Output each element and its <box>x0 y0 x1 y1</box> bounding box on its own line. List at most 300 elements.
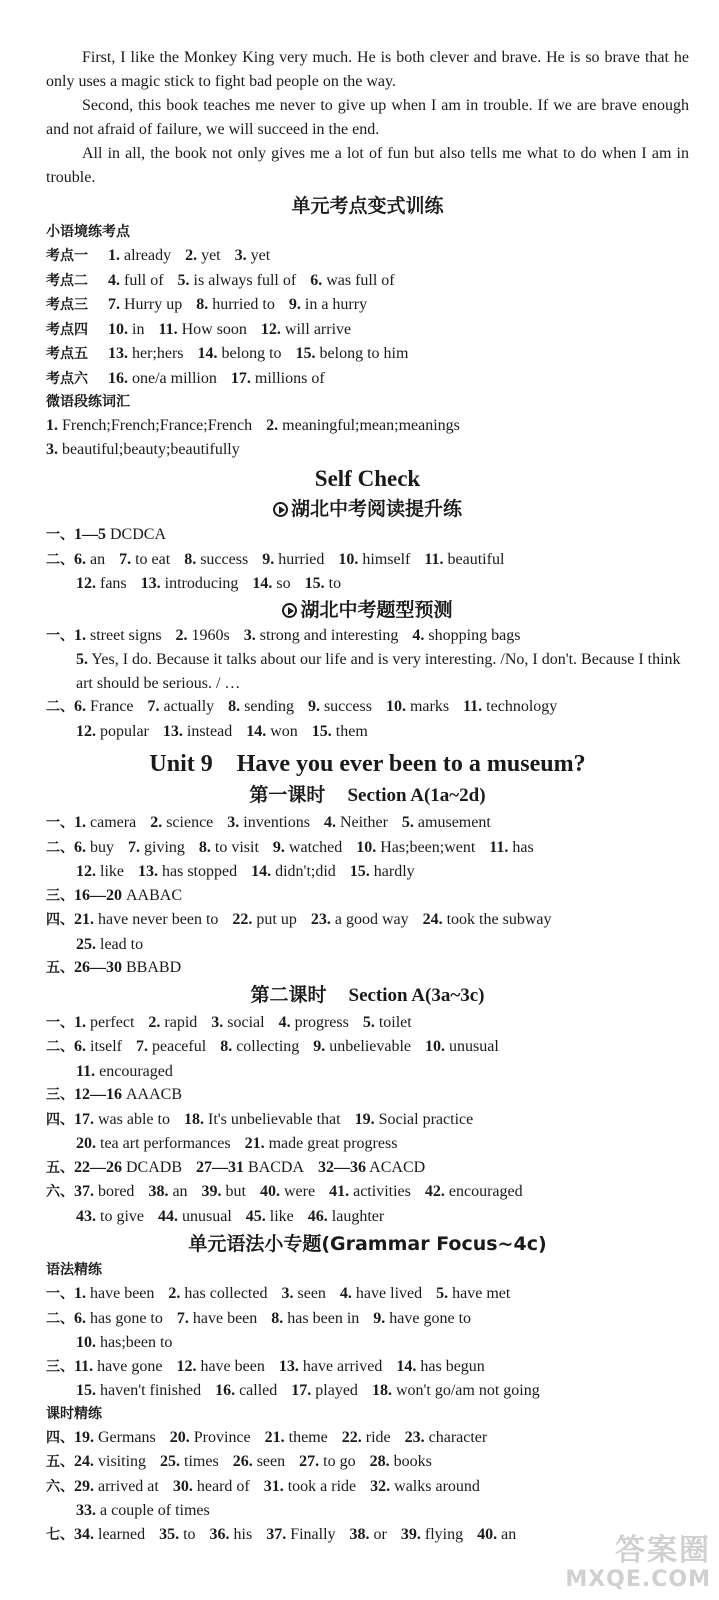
question-number: 9. <box>262 550 275 568</box>
answer-item <box>463 698 557 715</box>
self-check-title: Self Check <box>314 466 421 491</box>
answer-item <box>74 526 166 543</box>
section-number: 五、 <box>46 960 74 976</box>
question-number: 27—31 <box>196 1158 245 1176</box>
answer-item <box>266 417 460 434</box>
question-number: 3. <box>281 1285 294 1302</box>
question-number: 26. <box>232 1453 253 1470</box>
answer-text: has begun <box>420 1357 485 1375</box>
section-number: 二、 <box>46 551 74 568</box>
question-number: 11. <box>489 838 509 856</box>
question-number: 12. <box>76 863 96 880</box>
answer-item <box>251 863 336 880</box>
answer-text: Neither <box>339 814 388 831</box>
answer-item <box>265 1429 328 1446</box>
answer-text: heard of <box>196 1477 250 1495</box>
answer-item <box>138 863 237 880</box>
answer-item <box>324 814 388 831</box>
answer-item <box>246 1208 294 1225</box>
answer-text: millions of <box>254 369 325 387</box>
answer-text: her;hers <box>132 345 184 362</box>
answer-row <box>46 956 689 981</box>
answer-item <box>128 839 185 856</box>
section-number: 二、 <box>46 1039 74 1055</box>
answer-text: were <box>284 1183 316 1200</box>
answer-row <box>46 1035 689 1060</box>
answer-item <box>74 887 182 904</box>
answer-item <box>296 345 409 362</box>
answer-item <box>340 1285 422 1302</box>
answer-text: in <box>132 320 145 338</box>
answer-item <box>170 1429 251 1446</box>
answer-text: street signs <box>90 626 162 644</box>
answer-text: visiting <box>98 1453 147 1470</box>
lesson-2-answers <box>46 1011 689 1229</box>
question-number: 20. <box>76 1135 96 1152</box>
section-number: 四、 <box>46 912 74 928</box>
answer-item <box>150 814 213 831</box>
question-number: 4. <box>108 271 120 289</box>
answer-text: inventions <box>243 814 310 831</box>
question-number: 12. <box>260 320 281 338</box>
predict-answers <box>46 624 689 744</box>
answer-text: played <box>315 1382 358 1399</box>
answer-text: have never been to <box>98 911 219 928</box>
answer-item <box>74 1014 134 1031</box>
reading-title-text: 湖北中考阅读提升练 <box>290 498 462 520</box>
watermark-en: MXQE.COM <box>565 1567 711 1592</box>
section-number: 一、 <box>46 627 74 644</box>
answer-text: books <box>393 1453 432 1470</box>
answer-item <box>338 551 410 568</box>
answer-text: beautiful;beauty;beautifully <box>62 440 240 458</box>
question-number: 1. <box>108 247 120 264</box>
answer-item <box>279 1358 383 1375</box>
answer-item <box>148 698 215 715</box>
answer-text: unusual <box>182 1207 232 1225</box>
section-number: 三、 <box>46 1358 74 1375</box>
answer-row <box>46 1426 689 1451</box>
answer-text: lead to <box>100 935 144 953</box>
answer-text: didn't;did <box>275 863 336 880</box>
question-number: 2. <box>148 1013 161 1031</box>
question-number: 2. <box>185 247 198 264</box>
answer-item <box>148 1183 187 1200</box>
question-number: 15. <box>304 575 325 592</box>
answer-text: strong and interesting <box>259 626 399 644</box>
answer-text: AAACB <box>126 1086 183 1103</box>
answer-item <box>119 551 170 568</box>
question-number: 23. <box>310 911 331 928</box>
question-number: 31. <box>263 1477 284 1495</box>
question-number: 15. <box>311 722 332 740</box>
question-number: 8. <box>220 1038 233 1055</box>
answer-item <box>262 551 324 568</box>
question-number: 6. <box>74 1309 86 1327</box>
question-number: 38. <box>349 1525 370 1543</box>
answer-row <box>46 1205 689 1229</box>
answer-item <box>163 723 232 740</box>
answer-text: so <box>276 575 291 592</box>
reading-section-title <box>46 495 689 523</box>
question-number: 19. <box>354 1110 375 1128</box>
answer-item <box>184 1111 341 1128</box>
answer-item <box>196 1159 304 1176</box>
answer-text: unbelievable <box>329 1038 412 1055</box>
question-number: 41. <box>329 1183 350 1200</box>
question-number: 21. <box>264 1428 285 1446</box>
answer-item <box>160 1453 219 1470</box>
answer-text: in a hurry <box>304 296 368 313</box>
section-number: 二、 <box>46 839 74 856</box>
section-number: 五、 <box>46 1159 74 1176</box>
answer-row <box>46 695 689 720</box>
question-number: 2. <box>175 626 188 644</box>
answer-row <box>46 1108 689 1133</box>
question-number: 3. <box>234 247 247 264</box>
answer-row <box>46 1450 689 1475</box>
question-number: 4. <box>412 626 425 644</box>
question-number: 4. <box>323 814 336 831</box>
play-circle-icon <box>273 502 288 517</box>
answer-text: has stopped <box>162 863 238 880</box>
answer-text: was able to <box>98 1110 170 1128</box>
question-number: 25. <box>160 1453 181 1470</box>
answer-text: BACDA <box>248 1158 305 1176</box>
question-number: 10. <box>76 1334 96 1351</box>
answer-row <box>46 572 689 596</box>
answer-text: giving <box>144 838 185 856</box>
question-number: 46. <box>307 1207 328 1225</box>
subheading-grammar-practice: 语法精练 <box>46 1262 102 1278</box>
question-number: 13. <box>278 1357 299 1375</box>
kaodian-row <box>46 293 689 318</box>
question-number: 33. <box>76 1502 96 1519</box>
answer-text: like <box>269 1207 294 1225</box>
answer-row <box>46 1156 689 1181</box>
question-number: 10. <box>338 550 359 568</box>
answer-text: full of <box>124 271 164 289</box>
question-number: 12—16 <box>74 1086 122 1103</box>
answer-text: an <box>90 550 106 568</box>
answer-text: flying <box>424 1525 464 1543</box>
answer-item <box>318 1159 425 1176</box>
question-number: 21. <box>244 1135 265 1152</box>
section-number: 四、 <box>46 1429 74 1446</box>
answer-text: amusement <box>417 814 491 831</box>
answer-text: encouraged <box>99 1062 173 1080</box>
answer-text: his <box>233 1525 253 1543</box>
answer-text: yet <box>201 247 221 264</box>
answer-row <box>46 1282 689 1307</box>
subheading-context-practice: 小语境练考点 <box>46 224 130 240</box>
answer-row <box>46 836 689 861</box>
answer-item <box>220 1038 299 1055</box>
answer-item <box>76 1135 231 1152</box>
answer-text: sending <box>244 698 294 715</box>
question-number: 5. <box>401 814 414 831</box>
kaodian-row <box>46 367 689 392</box>
answer-text: Finally <box>290 1525 336 1543</box>
question-number: 18. <box>183 1110 204 1128</box>
question-number: 39. <box>201 1183 222 1200</box>
answer-item <box>74 1159 182 1176</box>
answer-item <box>74 1358 162 1375</box>
answer-row <box>46 1132 689 1156</box>
question-number: 13. <box>162 722 183 740</box>
question-number: 4. <box>278 1013 291 1031</box>
answer-item <box>74 1038 122 1055</box>
answer-text: meaningful;mean;meanings <box>282 417 460 434</box>
answer-item <box>355 1111 474 1128</box>
answer-row <box>46 933 689 957</box>
intro-paragraphs <box>46 46 689 190</box>
lesson-2-en: Section A(3a~3c) <box>348 984 485 1006</box>
question-number: 9. <box>288 296 301 313</box>
kaodian-list <box>46 244 689 391</box>
answer-row <box>46 884 689 909</box>
answer-text: Yes, I do. Because it talks about our life and is very interesting. /No, I don't. Because I think art should be serious. / … <box>76 651 681 692</box>
answer-text: learned <box>98 1525 146 1543</box>
answer-item <box>46 441 240 458</box>
reading-answers <box>46 523 689 596</box>
question-number: 1. <box>74 626 86 644</box>
question-number: 15. <box>76 1382 96 1399</box>
answer-text: technology <box>486 698 558 715</box>
question-number: 19. <box>74 1428 94 1446</box>
answer-item <box>178 272 297 289</box>
section-number: 六、 <box>46 1478 74 1495</box>
answer-text: ACACD <box>369 1158 426 1176</box>
answer-item <box>74 911 218 928</box>
answer-item <box>76 1063 173 1080</box>
answer-item <box>108 345 184 362</box>
answer-item <box>273 839 342 856</box>
answer-text: shopping bags <box>428 626 521 644</box>
question-number: 29. <box>74 1477 94 1495</box>
lesson-2-cn: 第二课时 <box>250 984 327 1006</box>
question-number: 45. <box>245 1207 266 1225</box>
question-number: 9. <box>307 698 320 715</box>
answer-item <box>372 1382 540 1399</box>
answer-item <box>136 1038 206 1055</box>
answer-text: encouraged <box>448 1183 523 1200</box>
answer-text: character <box>428 1428 488 1446</box>
kaodian-row <box>46 318 689 343</box>
question-number: 15. <box>349 863 370 880</box>
answer-item <box>185 247 221 264</box>
kaodian-row <box>46 244 689 269</box>
answer-item <box>373 1310 471 1327</box>
predict-title-text: 湖北中考题型预测 <box>300 598 453 621</box>
answer-text: itself <box>90 1038 122 1055</box>
answer-text: an <box>172 1183 188 1200</box>
answer-row <box>46 1083 689 1108</box>
question-number: 16—20 <box>74 886 122 904</box>
lesson-1-cn: 第一课时 <box>249 785 326 806</box>
kaodian-label: 考点五 <box>46 346 88 362</box>
question-number: 11. <box>463 698 483 715</box>
answer-text: won <box>270 722 298 740</box>
play-circle-icon <box>282 603 297 618</box>
answer-text: collecting <box>236 1038 300 1055</box>
answer-item <box>76 1334 172 1351</box>
answer-item <box>76 1382 201 1399</box>
vocab-row <box>46 414 689 438</box>
answer-text: one/a million <box>132 369 217 387</box>
question-number: 6. <box>310 271 323 289</box>
answer-item <box>76 723 149 740</box>
section-number: 三、 <box>46 1087 74 1103</box>
question-number: 12. <box>176 1357 197 1375</box>
section-number: 一、 <box>46 527 74 543</box>
answer-item <box>74 1429 156 1446</box>
answer-text: success <box>200 550 249 568</box>
question-number: 11. <box>424 550 444 568</box>
answer-text: to go <box>323 1453 356 1470</box>
answer-item <box>244 627 399 644</box>
answer-item <box>202 1183 246 1200</box>
answer-item <box>168 1285 267 1302</box>
answer-item <box>74 551 105 568</box>
question-number: 9. <box>313 1038 326 1055</box>
question-number: 16. <box>215 1382 236 1399</box>
answer-item <box>299 1453 355 1470</box>
kaodian-label: 考点三 <box>46 297 88 313</box>
unit-9-title <box>46 747 689 781</box>
answer-text: put up <box>256 911 297 928</box>
answer-text: hurried <box>278 550 325 568</box>
question-number: 14. <box>252 575 273 592</box>
answer-row <box>46 1060 689 1084</box>
answer-text: popular <box>100 722 149 740</box>
question-number: 17. <box>291 1382 312 1399</box>
question-number: 16. <box>108 369 128 387</box>
question-number: 20. <box>169 1428 190 1446</box>
answer-text: won't go/am not going <box>395 1382 540 1399</box>
question-number: 1. <box>74 1285 86 1302</box>
answer-text: have gone <box>97 1357 163 1375</box>
question-number: 7. <box>119 550 132 568</box>
answer-item <box>489 839 533 856</box>
answer-item <box>199 839 259 856</box>
answer-item <box>108 370 217 387</box>
question-number: 10. <box>356 838 377 856</box>
answer-row <box>46 1475 689 1500</box>
section-number: 二、 <box>46 699 74 715</box>
question-number: 7. <box>176 1309 189 1327</box>
answer-row <box>46 1499 689 1523</box>
subheading-lesson-practice: 课时精练 <box>46 1405 102 1422</box>
question-number: 44. <box>158 1207 178 1225</box>
answer-text: has <box>512 838 534 856</box>
answer-text: Social practice <box>378 1110 474 1128</box>
answer-item <box>74 1526 145 1543</box>
question-number: 22. <box>341 1428 362 1446</box>
section-number: 一、 <box>46 1286 74 1302</box>
answer-item <box>211 1014 264 1031</box>
answer-text: have gone to <box>389 1309 472 1327</box>
section-number: 四、 <box>46 1111 74 1128</box>
answer-text: BBABD <box>126 959 182 976</box>
answer-text: them <box>335 722 368 740</box>
question-number: 10. <box>425 1038 446 1055</box>
answer-text: took the subway <box>446 911 552 928</box>
answer-row <box>46 908 689 933</box>
answer-text: has collected <box>184 1285 268 1302</box>
unit-9-title-text: Unit 9 Have you ever been to a museum? <box>149 751 586 777</box>
answer-item <box>370 1453 432 1470</box>
answer-text: Has;been;went <box>380 838 476 856</box>
answer-text: AABAC <box>126 886 183 904</box>
question-number: 27. <box>299 1453 320 1470</box>
answer-item <box>231 370 325 387</box>
answer-text: have arrived <box>302 1357 383 1375</box>
lesson-1-en: Section A(1a~2d) <box>347 785 486 806</box>
question-number: 7. <box>108 296 120 313</box>
answer-item <box>108 321 144 338</box>
answer-text: France <box>90 698 134 715</box>
question-number: 38. <box>148 1183 169 1200</box>
answer-text: rapid <box>164 1013 198 1031</box>
answer-row <box>46 1331 689 1355</box>
section-number: 七、 <box>46 1526 74 1543</box>
answer-text: to <box>183 1525 196 1543</box>
question-number: 32. <box>370 1477 391 1495</box>
answer-item <box>74 814 136 831</box>
answer-item <box>177 1310 257 1327</box>
question-number: 37. <box>74 1183 94 1200</box>
answer-item <box>350 1526 387 1543</box>
question-number: 6. <box>74 838 86 856</box>
paragraph: First, I like the Monkey King very much. He is both clever and brave. He is so brave that he only uses a magic stick to fight bad people on the way. <box>46 49 689 90</box>
answer-item <box>310 272 394 289</box>
grammar-section-title: 单元语法小专题(Grammar Focus~4c) <box>188 1233 547 1255</box>
answer-text: has;been to <box>100 1334 173 1351</box>
question-number: 21. <box>74 911 94 928</box>
answer-text: science <box>166 814 214 831</box>
answer-item <box>423 911 552 928</box>
section-number: 六、 <box>46 1184 74 1200</box>
question-number: 8. <box>184 550 197 568</box>
question-number: 6. <box>74 698 86 715</box>
answer-item <box>264 1478 356 1495</box>
answer-text: ride <box>365 1428 391 1446</box>
question-number: 1. <box>46 417 58 434</box>
vocab-row <box>46 438 689 462</box>
answer-text: 1960s <box>191 626 230 644</box>
answer-text: DCADB <box>126 1158 183 1176</box>
answer-row <box>46 860 689 884</box>
answer-text: peaceful <box>152 1038 207 1055</box>
question-number: 7. <box>128 838 140 856</box>
answer-item <box>108 296 182 313</box>
question-number: 7. <box>136 1038 148 1055</box>
answer-item <box>235 247 271 264</box>
question-number: 26—30 <box>74 959 122 976</box>
question-number: 39. <box>400 1525 421 1543</box>
answer-item <box>158 321 246 338</box>
answer-text: an <box>501 1525 517 1543</box>
question-number: 28. <box>369 1453 390 1470</box>
answer-item <box>184 551 248 568</box>
subheading-vocab-practice: 微语段练词汇 <box>46 394 130 410</box>
answer-text: marks <box>409 698 450 715</box>
answer-item <box>227 814 310 831</box>
answer-item <box>210 1526 253 1543</box>
question-number: 25. <box>76 935 96 953</box>
answer-item <box>173 1478 250 1495</box>
